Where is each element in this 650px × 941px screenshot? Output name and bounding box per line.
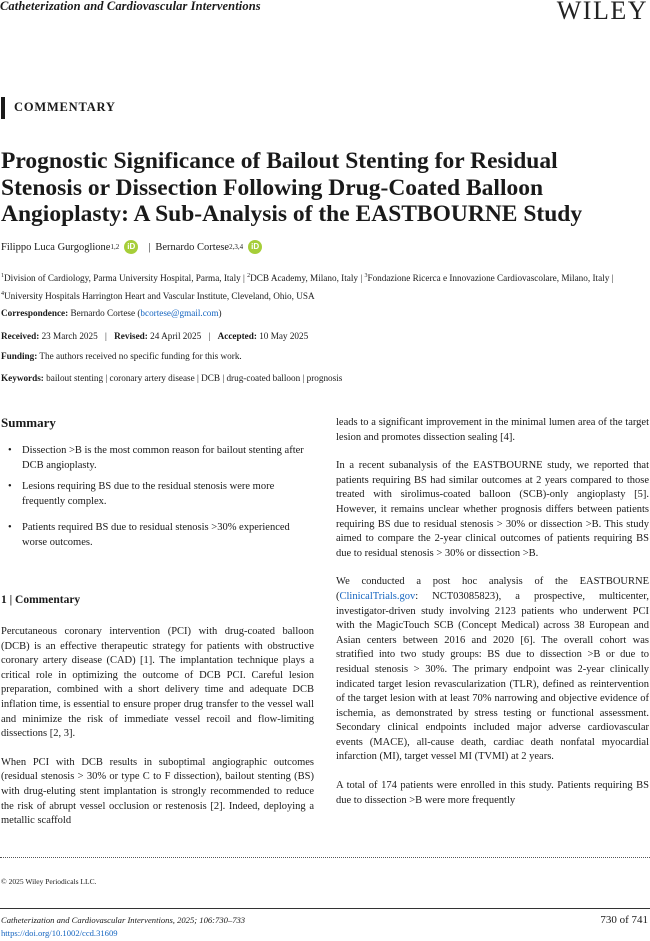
summary-list [1, 444, 314, 558]
orcid-icon[interactable]: iD [248, 240, 262, 254]
correspondence [1, 308, 222, 318]
paragraph: Percutaneous coronary intervention (PCI) with drug-coated balloon (DCB) is an effective therapeutic strategy for patients with obstructive coronary artery disease (CAD) [1]. The implantation technique plays a critical role in optimizing the outcome of DCB PCI. Careful lesion preparation, combined with a short delivery time and adequate DCB inflation time, is essential to ensure proper drug transfer to the vessel wall and minimize the risk of immediate vessel recoil and flow-limiting dissections [2, 3]. [1, 626, 314, 740]
correspondence-close: ) [218, 308, 222, 318]
keywords [1, 373, 342, 383]
affil-separator: | [360, 273, 363, 283]
footer-divider [0, 857, 650, 858]
funding [1, 351, 242, 361]
affil-separator: | [611, 273, 614, 283]
paragraph-text: : NCT03085823), a prospective, multicenter, investigator-driven study involving 2123 patients who underwent PCI with the MagicTouch SCB (Concept Medical) across 38 European and Asian centers between 2016 and 2020 [6]. The overall cohort was stratified into two study groups: BS due to dissection >B or due to residual stenosis > 30%. The primary endpoint was 2-year clinically indicated target lesion revascularization (TLR), defined as reintervention of the target lesion with at least 70% narrowing and objective evidence of ischemia, as demonstrated by stress testing or functional assessment. Secondary clinical endpoints included major adverse cardiovascular events (MACE), all-cause death, cardiac death nonfatal myocardial infarction (MI), target vessel MI (TVMI) at 2 years. [336, 590, 649, 763]
affiliations [1, 268, 641, 304]
author-affil-sup: 1,2 [110, 243, 120, 251]
accepted-date: 10 May 2025 [259, 331, 309, 341]
paragraph: leads to a significant improvement in the minimal lumen area of the target lesion and promotes dissection sealing [4]. [336, 417, 649, 443]
section-heading: 1 | Commentary [1, 594, 81, 606]
paragraph [336, 575, 649, 765]
affil-sup: 4 [1, 291, 4, 297]
orcid-icon[interactable]: iD [124, 240, 138, 254]
article-dates [1, 331, 308, 341]
author-list [1, 240, 267, 254]
section-marker [1, 97, 5, 119]
affiliation: University Hospitals Harrington Heart and Vascular Institute, Cleveland, Ohio, USA [4, 291, 315, 301]
left-column-text [1, 625, 314, 829]
affil-sup: 3 [364, 273, 368, 279]
paragraph: A total of 174 patients were enrolled in this study. Patients requiring BS due to dissection >B were more frequently [336, 780, 649, 806]
article-type-label: COMMENTARY [14, 100, 116, 114]
received-label: Received: [1, 331, 40, 341]
affil-sup: 2 [247, 273, 251, 279]
author-separator: | [148, 241, 151, 253]
funding-label: Funding: [1, 351, 38, 361]
right-column-text [336, 416, 649, 808]
paragraph: In a recent subanalysis of the EASTBOURNE study, we reported that patients requiring BS had similar outcomes at 2 years compared to those treated with sirolimus-coated balloon (SCB)-only angioplasty [5]. However, it remains unclear whether prognosis differs between patients requiring BS due to residual stenosis > 30% or dissection >B. This study aimed to compare the 2-year clinical outcomes of patients requiring BS due to residual stenosis > 30% or dissection >B. [336, 460, 649, 559]
affiliation: Fondazione Ricerca e Innovazione Cardiovascolare, Milano, Italy [367, 273, 610, 283]
author-name[interactable]: Bernardo Cortese [155, 241, 230, 253]
author-name[interactable]: Filippo Luca Gurgoglione [1, 241, 111, 253]
list-item: • Dissection >B is the most common reason for bailout stenting after DCB angioplasty. [1, 444, 314, 473]
list-item: • Lesions requiring BS due to the residual stenosis were more frequently complex. [1, 480, 314, 509]
summary-heading: Summary [1, 415, 56, 430]
date-separator: | [208, 331, 211, 341]
received-date: 23 March 2025 [41, 331, 98, 341]
affil-sup: 1 [1, 273, 4, 279]
paragraph: When PCI with DCB results in suboptimal angiographic outcomes (residual stenosis > 30% or type C to F dissection), bailout stenting (BS) with drug-eluting stent implantation is strongly recommended to reduce the risk of abrupt vessel occlusion or restenosis [2]. Indeed, deploying a metallic scaffold [1, 756, 314, 827]
article-title: Prognostic Significance of Bailout Stenting for Residual Stenosis or Dissection Following Drug-Coated Balloon Angioplasty: A Sub-Analysis of the EASTBOURNE Study [1, 148, 583, 227]
keywords-text: bailout stenting | coronary artery disease | DCB | drug-coated balloon | prognosis [46, 373, 343, 383]
page-number: 730 of 741 [600, 914, 648, 926]
copyright: © 2025 Wiley Periodicals LLC. [1, 877, 97, 886]
keywords-label: Keywords: [1, 373, 44, 383]
publisher-logo: WILEY [556, 0, 648, 25]
affil-separator: | [243, 273, 245, 283]
clinicaltrials-link[interactable]: ClinicalTrials.gov [339, 590, 416, 602]
journal-citation [1, 915, 245, 925]
affiliation: Division of Cardiology, Parma University Hospital, Parma, Italy [4, 273, 241, 283]
doi-link[interactable]: https://doi.org/10.1002/ccd.31609 [1, 928, 118, 938]
correspondence-label: Correspondence: [1, 308, 69, 318]
affiliation: DCB Academy, Milano, Italy [250, 273, 359, 283]
revised-date: 24 April 2025 [150, 331, 202, 341]
funding-text: The authors received no specific funding for this work. [39, 351, 242, 361]
email-link[interactable]: bcortese@gmail.com [140, 308, 219, 318]
list-item: • Patients required BS due to residual stenosis >30% experienced worse outcomes. [1, 521, 314, 550]
paragraph-text: We conducted a post hoc analysis of the EASTBOURNE ( [336, 576, 649, 602]
citation-text: Catheterization and Cardiovascular Interventions, 2025; 106:730–733 [1, 915, 246, 925]
footer-rule [0, 908, 650, 909]
author-affil-sup: 2,3,4 [229, 243, 244, 251]
journal-name: Catheterization and Cardiovascular Interventions [0, 0, 261, 13]
revised-label: Revised: [114, 331, 148, 341]
accepted-label: Accepted: [217, 331, 257, 341]
correspondence-name: Bernardo Cortese ( [70, 308, 141, 318]
date-separator: | [105, 331, 107, 341]
